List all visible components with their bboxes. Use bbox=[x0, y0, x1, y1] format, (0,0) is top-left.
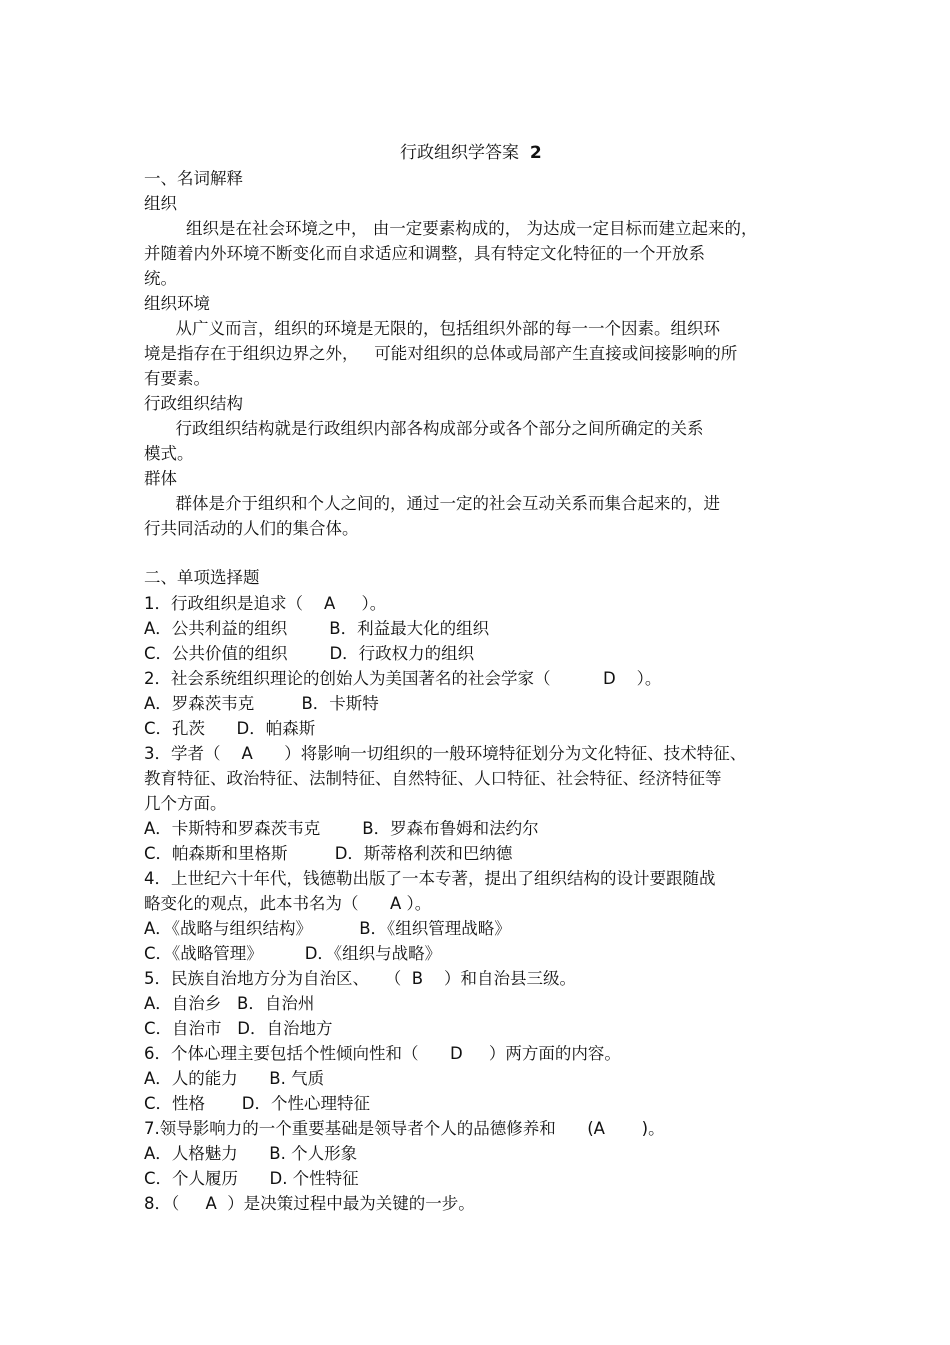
term-definition-line: 境是指存在于组织边界之外， 可能对组织的总体或局部产生直接或间接影响的所 bbox=[144, 344, 738, 363]
question-line: 8．（ A ）是决策过程中最为关键的一步。 bbox=[144, 1194, 475, 1213]
option-line: C．《战略管理》 D．《组织与战略》 bbox=[144, 944, 442, 963]
term-heading: 群体 bbox=[144, 469, 177, 488]
term-definition-line: 群体是介于组织和个人之间的，通过一定的社会互动关系而集合起来的，进 bbox=[144, 494, 720, 513]
title-number: 2 bbox=[529, 143, 542, 163]
question-line: 2．社会系统组织理论的创始人为美国著名的社会学家（ D ）。 bbox=[144, 669, 662, 688]
option-line: C．帕森斯和里格斯 D．斯蒂格利茨和巴纳德 bbox=[144, 844, 513, 863]
term-heading: 行政组织结构 bbox=[144, 394, 243, 413]
question-line: 7.领导影响力的一个重要基础是领导者个人的品德修养和 (A )。 bbox=[144, 1119, 665, 1138]
title-text: 行政组织学答案 bbox=[400, 143, 519, 163]
option-line: A．《战略与组织结构》 B．《组织管理战略》 bbox=[144, 919, 511, 938]
document-title bbox=[400, 141, 542, 166]
term-definition-line: 行政组织结构就是行政组织内部各构成部分或各个部分之间所确定的关系 bbox=[144, 419, 704, 438]
option-line: A．人的能力 B. 气质 bbox=[144, 1069, 325, 1088]
question-line: 几个方面。 bbox=[144, 794, 227, 813]
option-line: A．自治乡 B．自治州 bbox=[144, 994, 315, 1013]
option-line: C．孔茨 D．帕森斯 bbox=[144, 719, 316, 738]
term-definition-line: 模式。 bbox=[144, 444, 194, 463]
option-line: A．卡斯特和罗森茨韦克 B．罗森布鲁姆和法约尔 bbox=[144, 819, 539, 838]
option-line: C．个人履历 D. 个性特征 bbox=[144, 1169, 359, 1188]
question-line: 略变化的观点，此本书名为（ A ）。 bbox=[144, 894, 432, 913]
question-line: 1．行政组织是追求（ A ）。 bbox=[144, 594, 387, 613]
option-line: C．公共价值的组织 D．行政权力的组织 bbox=[144, 644, 475, 663]
term-heading: 组织环境 bbox=[144, 294, 210, 313]
term-definition-line: 并随着内外环境不断变化而自求适应和调整，具有特定文化特征的一个开放系 bbox=[144, 244, 705, 263]
question-line: 教育特征、政治特征、法制特征、自然特征、人口特征、社会特征、经济特征等 bbox=[144, 769, 722, 788]
question-line: 3．学者（ A ）将影响一切组织的一般环境特征划分为文化特征、技术特征、 bbox=[144, 744, 747, 763]
term-heading: 组织 bbox=[144, 194, 177, 213]
question-line: 6．个体心理主要包括个性倾向性和（ D ）两方面的内容。 bbox=[144, 1044, 621, 1063]
option-line: A．罗森茨韦克 B．卡斯特 bbox=[144, 694, 379, 713]
term-definition-line: 组织是在社会环境之中， 由一定要素构成的， 为达成一定目标而建立起来的， bbox=[144, 219, 758, 238]
section-heading-terms: 一、名词解释 bbox=[144, 169, 243, 188]
question-line: 5．民族自治地方分为自治区、 （ B ）和自治县三级。 bbox=[144, 969, 577, 988]
term-definition-line: 统。 bbox=[144, 269, 177, 288]
term-definition-line: 行共同活动的人们的集合体。 bbox=[144, 519, 359, 538]
question-line: 4．上世纪六十年代，钱德勒出版了一本专著，提出了组织结构的设计要跟随战 bbox=[144, 869, 716, 888]
option-line: C．性格 D．个性心理特征 bbox=[144, 1094, 370, 1113]
term-definition-line: 从广义而言，组织的环境是无限的，包括组织外部的每一一个因素。组织环 bbox=[144, 319, 720, 338]
option-line: A．人格魅力 B. 个人形象 bbox=[144, 1144, 358, 1163]
section-heading-choice: 二、单项选择题 bbox=[144, 568, 260, 587]
term-definition-line: 有要素。 bbox=[144, 369, 210, 388]
option-line: A．公共利益的组织 B．利益最大化的组织 bbox=[144, 619, 490, 638]
option-line: C．自治市 D．自治地方 bbox=[144, 1019, 333, 1038]
